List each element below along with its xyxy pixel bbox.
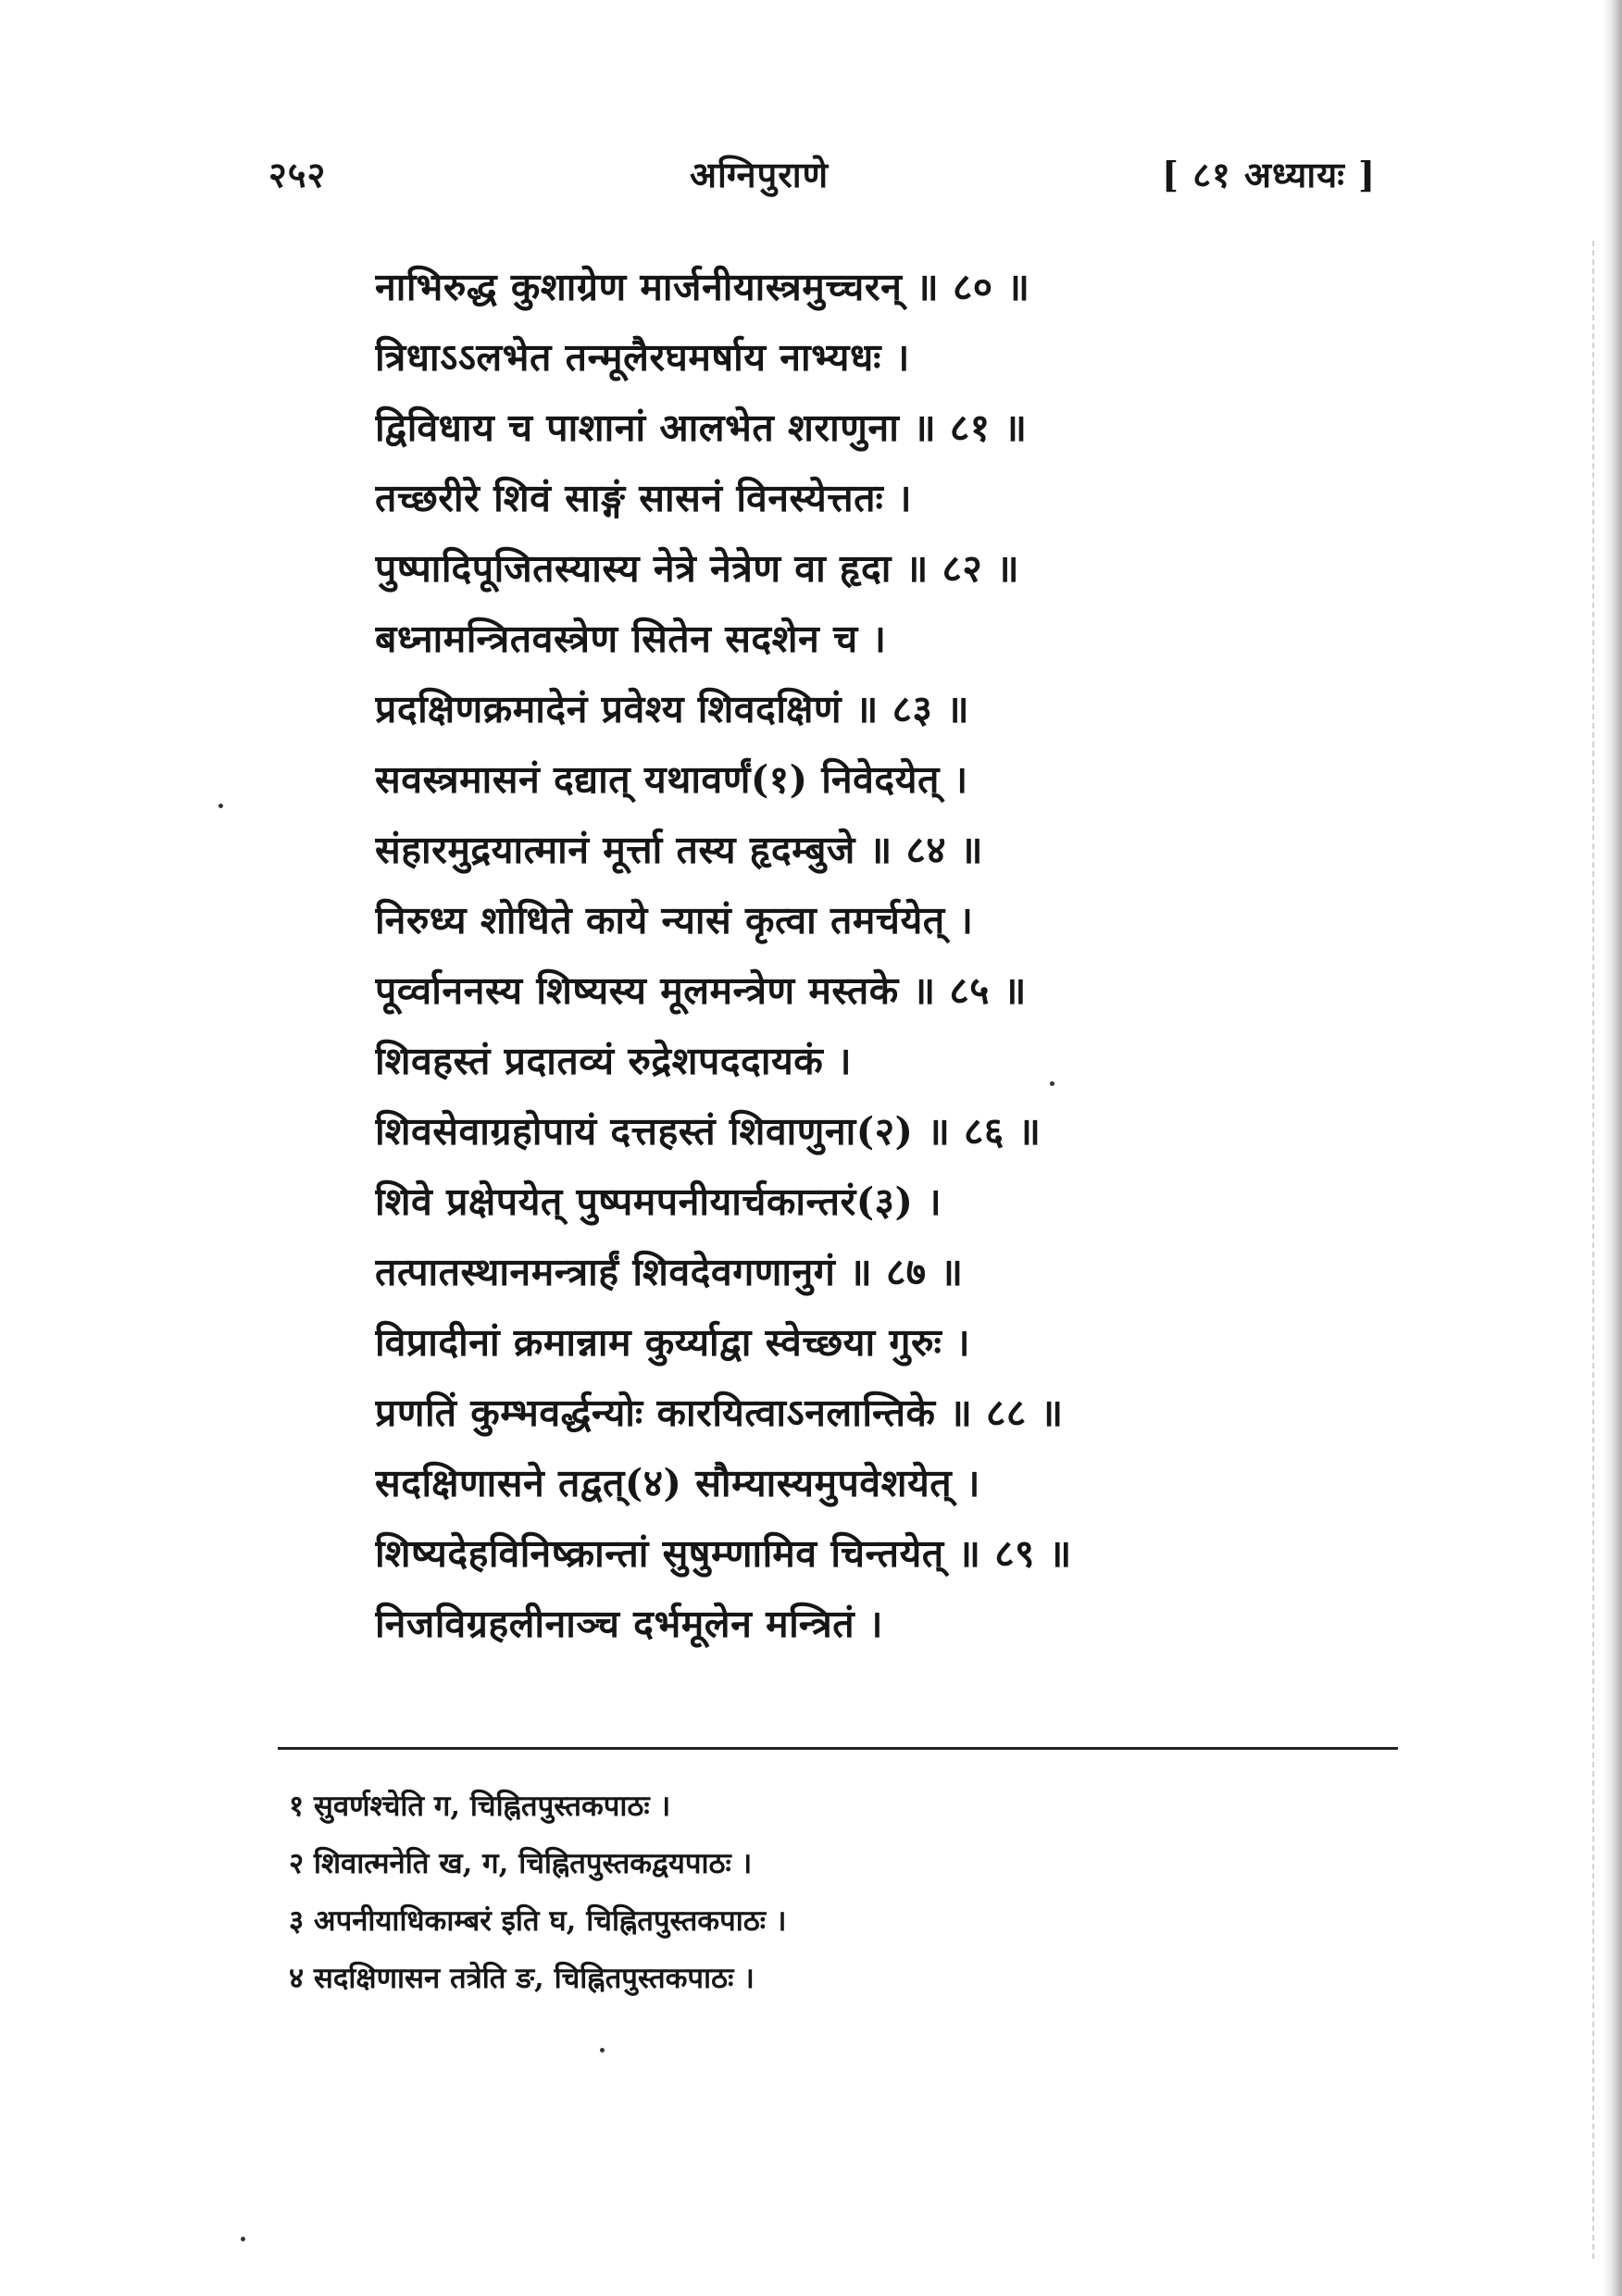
verse-line: पुष्पादिपूजितस्यास्य नेत्रे नेत्रेण वा हृदा ॥ ८२ ॥ <box>375 546 1020 591</box>
footnote-block <box>289 1778 1354 2007</box>
verse-line: शिवहस्तं प्रदातव्यं रुद्रेशपददायकं । <box>375 1039 853 1083</box>
verse-line: त्रिधाऽऽलभेत तन्मूलैरघमर्षाय नाभ्यधः । <box>375 335 910 380</box>
verse-line: शिवे प्रक्षेपयेत् पुष्पमपनीयार्चकान्तरं(३) । <box>375 1179 942 1224</box>
running-title: अग्निपुराणे <box>690 154 830 195</box>
footnote: १ सुवर्णश्चेति ग, चिह्नितपुस्तकपाठः । <box>289 1790 671 1823</box>
verse-line: द्विविधाय च पाशानां आलभेत शराणुना ॥ ८१ ॥ <box>375 406 1028 450</box>
scan-speck <box>1050 1081 1054 1086</box>
verse-line: सदक्षिणासने तद्वत्(४) सौम्यास्यमुपवेशयेत् । <box>375 1461 980 1505</box>
footnote: ४ सदक्षिणासन तत्रेति ङ, चिह्नितपुस्तकपाठः । <box>289 1962 755 1995</box>
footnote-divider <box>278 1747 1398 1750</box>
verse-line: निरुध्य शोधिते काये न्यासं कृत्वा तमर्चयेत् । <box>375 898 974 942</box>
verse-line: विप्रादीनां क्रमान्नाम कुर्य्याद्वा स्वेच्छया गुरुः । <box>375 1320 971 1365</box>
verse-line: प्रदक्षिणक्रमादेनं प्रवेश्य शिवदक्षिणं ॥ ८३ ॥ <box>375 687 970 731</box>
page-edge-line <box>1592 241 1594 2259</box>
verse-line: शिवसेवाग्रहोपायं दत्तहस्तं शिवाणुना(२) ॥ ८६ ॥ <box>375 1109 1042 1154</box>
verse-line: तत्पातस्थानमन्त्रार्हं शिवदेवगणानुगं ॥ ८७ ॥ <box>375 1250 964 1294</box>
verse-line: प्रणतिं कुम्भवर्द्धन्योः कारयित्वाऽनलान्तिके ॥ ८८ ॥ <box>375 1391 1064 1435</box>
scan-speck <box>241 2237 245 2241</box>
verse-line: सवस्त्रमासनं दद्यात् यथावर्णं(१) निवेदयेत् । <box>375 757 968 802</box>
verse-line: शिष्यदेहविनिष्क्रान्तां सुषुम्णामिव चिन्तयेत् ॥ ८९ ॥ <box>375 1531 1072 1576</box>
scan-speck <box>218 804 223 808</box>
verse-block <box>375 252 1329 1659</box>
footnote: २ शिवात्मनेति ख, ग, चिह्नितपुस्तकद्वयपाठः । <box>289 1847 753 1880</box>
scan-speck <box>600 2048 605 2053</box>
page-number: २५२ <box>268 154 327 195</box>
footnote: ३ अपनीयाधिकाम्बरं इति घ, चिह्नितपुस्तकपाठः । <box>289 1904 787 1938</box>
verse-line: तच्छरीरे शिवं साङ्गं सासनं विनस्येत्ततः । <box>375 476 913 520</box>
page-edge-shadow <box>1602 0 1622 2296</box>
verse-line: बध्नामन्त्रितवस्त्रेण सितेन सदशेन च । <box>375 617 887 661</box>
verse-line: नाभिरुद्ध कुशाग्रेण मार्जनीयास्त्रमुच्चरन् ॥ ८० ॥ <box>375 265 1030 309</box>
chapter-label: [ ८१ अध्यायः ] <box>1162 154 1377 195</box>
verse-line: संहारमुद्रयात्मानं मूर्त्ता तस्य हृदम्बुजे ॥ ८४ ॥ <box>375 828 983 872</box>
verse-line: पूर्व्वाननस्य शिष्यस्य मूलमन्त्रेण मस्तके ॥ ८५ ॥ <box>375 968 1027 1013</box>
verse-line: निजविग्रहलीनाञ्च दर्भमूलेन मन्त्रितं । <box>375 1602 883 1646</box>
